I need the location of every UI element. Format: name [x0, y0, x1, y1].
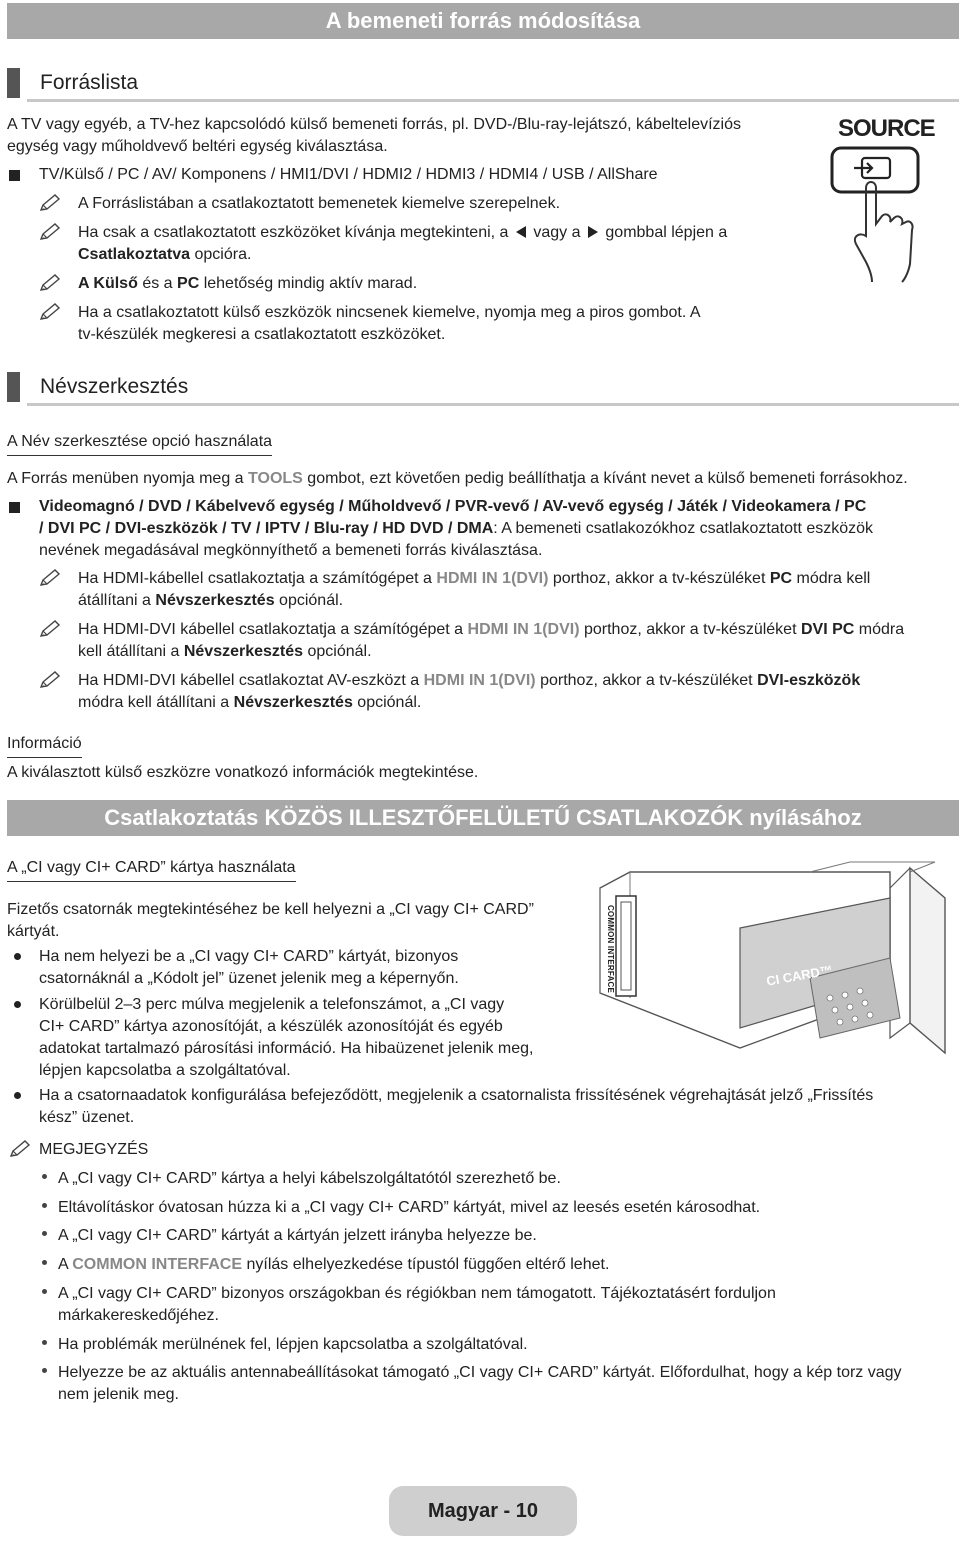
note-text-part: gombbal lépjen a	[605, 224, 728, 241]
note-text-part: porthoz, akkor a tv-készüléket	[583, 621, 797, 638]
notes-item: A „CI vagy CI+ CARD” kártya a helyi kábelszolgáltatótól szerezhető be.	[58, 1170, 561, 1187]
ci-intro: Fizetős csatornák megtekintéséhez be kell helyezni a „CI vagy CI+ CARD”	[7, 901, 534, 918]
note-pencil-icon	[38, 619, 62, 639]
note-text	[78, 222, 727, 244]
option-name: Névszerkesztés	[183, 643, 304, 660]
note-text-part: opcióra.	[194, 246, 252, 263]
mode-name: DVI-eszközök	[757, 672, 861, 689]
ci-bullet-text: Körülbelül 2–3 perc múlva megjelenik a telefonszámot, a „CI vagy	[39, 996, 505, 1013]
option-name: Névszerkesztés	[233, 694, 353, 711]
device-list: Videomagnó / DVD / Kábelvevő egység / Műholdvevő / PVR-vevő / AV-vevő egység / Játék / Videokamera / PC	[39, 498, 867, 515]
small-bullet-icon	[42, 1340, 47, 1345]
bullet-icon	[14, 953, 21, 960]
note-text-part: Ha HDMI-kábellel csatlakoztatja a számítógépet a	[78, 570, 432, 587]
common-interface-label-box	[600, 904, 620, 1004]
subheading: Információ	[7, 733, 82, 758]
section-rule	[27, 403, 959, 406]
ci-banner	[7, 800, 959, 836]
port-name: HDMI IN 1(DVI)	[436, 570, 549, 587]
notes-item	[58, 1254, 609, 1276]
note-text: Ha a csatlakoztatott külső eszközök nincsenek kiemelve, nyomja meg a piros gombot. A	[78, 304, 701, 321]
option-name: PC	[177, 275, 200, 292]
ci-intro: kártyát.	[7, 923, 60, 940]
small-bullet-icon	[42, 1203, 47, 1208]
option-name: Csatlakoztatva	[78, 246, 191, 263]
small-bullet-icon	[42, 1289, 47, 1294]
ci-card-label: CI CARD™	[765, 962, 834, 989]
section-title: Névszerkesztés	[40, 375, 189, 398]
ci-bullet-text: CI+ CARD” kártya azonosítóját, a készülék azonosítóját és egyéb	[39, 1018, 503, 1035]
ci-bullet-text: csatornáknál a „Kódolt jel” üzenet jelenik meg a képernyőn.	[39, 970, 459, 987]
note-pencil-icon	[38, 193, 62, 213]
tools-key: TOOLS	[248, 470, 303, 487]
bullet-icon	[14, 1001, 21, 1008]
square-bullet-icon	[9, 502, 20, 513]
port-name: HDMI IN 1(DVI)	[423, 672, 536, 689]
note-text-part: Ha HDMI-DVI kábellel csatlakoztatja a számítógépet a	[78, 621, 464, 638]
note-text-part: átállítani a	[78, 592, 151, 609]
notes-item-part: A	[58, 1256, 68, 1273]
left-arrow-icon	[516, 226, 526, 238]
notes-item: A „CI vagy CI+ CARD” kártyát a kártyán jelzett irányba helyezze be.	[58, 1227, 537, 1244]
mode-name: DVI PC	[800, 621, 855, 638]
note-text	[78, 670, 860, 692]
common-interface-term: COMMON INTERFACE	[72, 1256, 243, 1273]
square-bullet-icon	[9, 170, 20, 181]
ci-banner-title: Csatlakoztatás KÖZÖS ILLESZTŐFELÜLETŰ CSATLAKOZÓK nyílásához	[104, 805, 862, 830]
note-text-part: módra kell átállítani a	[78, 694, 230, 711]
info-text: A kiválasztott külső eszközre vonatkozó információk megtekintése.	[7, 764, 479, 781]
page-title: A bemeneti forrás módosítása	[325, 8, 641, 33]
note-text	[78, 619, 904, 641]
subheading: A „CI vagy CI+ CARD” kártya használata	[7, 857, 296, 882]
note-text: tv-készülék megkeresi a csatlakoztatott eszközöket.	[78, 326, 446, 343]
note-text-part: és a	[142, 275, 173, 292]
note-text-part: opciónál.	[279, 592, 344, 609]
note-pencil-icon	[8, 1139, 32, 1159]
notes-item: nem jelenik meg.	[58, 1386, 179, 1403]
page-title-banner	[7, 3, 959, 39]
note-text-part: lehetőség mindig aktív marad.	[203, 275, 418, 292]
note-text-part: Ha HDMI-DVI kábellel csatlakoztat AV-eszközt a	[78, 672, 420, 689]
section-title: Forráslista	[40, 71, 139, 94]
note-text-part: módra kell	[796, 570, 871, 587]
small-bullet-icon	[42, 1368, 47, 1373]
note-text	[78, 244, 251, 266]
device-list: nevének megadásával megkönnyíthető a bemeneti forrás kiválasztása.	[39, 542, 543, 559]
note-text-part: porthoz, akkor a tv-készüléket	[540, 672, 753, 689]
small-bullet-icon	[42, 1231, 47, 1236]
device-list-part: / DVI PC / DVI-eszközök / TV / IPTV / Blu-ray / HD DVD / DMA	[39, 520, 494, 537]
page-number: Magyar - 10	[427, 1500, 539, 1522]
note-text-part: porthoz, akkor a tv-készüléket	[552, 570, 766, 587]
note-text-part: opciónál.	[307, 643, 372, 660]
note-text	[78, 273, 417, 295]
note-pencil-icon	[38, 222, 62, 242]
note-text-part: kell átállítani a	[78, 643, 180, 660]
ci-bullet-text: kész” üzenet.	[39, 1109, 135, 1126]
source-label: SOURCE	[838, 115, 935, 142]
note-text	[78, 590, 343, 612]
section-header-nevszerkesztes	[7, 372, 959, 406]
note-text-part: Ha csak a csatlakoztatott eszközöket kívánja megtekinteni, a	[78, 224, 509, 241]
source-list: TV/Külső / PC / AV/ Komponens / HMI1/DVI / HDMI2 / HDMI3 / HDMI4 / USB / AllShare	[39, 166, 658, 183]
small-bullet-icon	[42, 1174, 47, 1179]
page-number-badge	[389, 1486, 577, 1536]
section-rule	[27, 99, 959, 102]
note-text-part: vagy a	[533, 224, 581, 241]
ci-card-slot-icon	[590, 858, 955, 1058]
common-interface-label: COMMON INTERFACE	[606, 904, 615, 994]
section-header-forraslista	[7, 68, 959, 102]
port-name: HDMI IN 1(DVI)	[467, 621, 580, 638]
ci-bullet-text: lépjen kapcsolatba a szolgáltatóval.	[39, 1062, 291, 1079]
note-pencil-icon	[38, 302, 62, 322]
small-bullet-icon	[42, 1260, 47, 1265]
intro-text-part: A Forrás menüben nyomja meg a	[7, 470, 244, 487]
ci-bullet-text: Ha a csatornaadatok konfigurálása befejeződött, megjelenik a csatornalista frissítésének végrehajtását jelző „Frissítés	[39, 1087, 874, 1104]
right-arrow-icon	[588, 226, 598, 238]
note-pencil-icon	[38, 568, 62, 588]
notes-item: Eltávolításkor óvatosan húzza ki a „CI vagy CI+ CARD” kártyát, mivel az leesés esetén károsodhat.	[58, 1199, 761, 1216]
notes-item: márkakereskedőjéhez.	[58, 1307, 219, 1324]
notes-item-part: nyílás elhelyezkedése típustól függően eltérő lehet.	[246, 1256, 610, 1273]
notes-item: Helyezze be az aktuális antennabeállításokat támogató „CI vagy CI+ CARD” kártyát. Előfordulhat, hogy a kép torz vagy	[58, 1364, 902, 1381]
note-text: A Forráslistában a csatlakoztatott bemenetek kiemelve szerepelnek.	[78, 195, 561, 212]
notes-heading: MEGJEGYZÉS	[39, 1141, 149, 1158]
notes-item: Ha problémák merülnének fel, lépjen kapcsolatba a szolgáltatóval.	[58, 1336, 528, 1353]
intro-text: A TV vagy egyéb, a TV-hez kapcsolódó külső bemeneti forrás, pl. DVD-/Blu-ray-lejátszó, kábeltelevíziós	[7, 116, 741, 133]
intro-text-part: gombot, ezt követően pedig beállíthatja a kívánt nevet a külső bemeneti forrásokhoz.	[307, 470, 908, 487]
notes-item: A „CI vagy CI+ CARD” bizonyos országokban és régiókban nem támogatott. Tájékoztatásért forduljon	[58, 1285, 776, 1302]
ci-card-illustration	[590, 858, 955, 1058]
ci-bullet-text: adatokat tartalmazó párosítási információ. Ha hibaüzenet jelenik meg,	[39, 1040, 534, 1057]
note-pencil-icon	[38, 670, 62, 690]
note-pencil-icon	[38, 273, 62, 293]
intro-text	[7, 468, 908, 490]
section-marker	[7, 372, 20, 402]
bullet-icon	[14, 1092, 21, 1099]
note-text	[78, 641, 372, 663]
mode-name: PC	[769, 570, 793, 587]
note-text	[78, 568, 870, 590]
intro-text: egység vagy műholdvevő beltéri egység kiválasztása.	[7, 138, 388, 155]
section-marker	[7, 68, 20, 98]
note-text-part: opciónál.	[357, 694, 422, 711]
subheading: A Név szerkesztése opció használata	[7, 431, 272, 456]
device-list-part: : A bemeneti csatlakozókhoz csatlakoztatott eszközök	[493, 520, 874, 537]
ci-bullet-text: Ha nem helyezi be a „CI vagy CI+ CARD” kártyát, bizonyos	[39, 948, 459, 965]
source-hand-icon	[826, 144, 924, 284]
option-name: Névszerkesztés	[155, 592, 275, 609]
note-text	[78, 692, 421, 714]
note-text-part: módra	[858, 621, 905, 638]
device-list	[39, 518, 873, 540]
option-name: A Külső	[78, 275, 138, 292]
source-button-illustration	[826, 114, 935, 284]
